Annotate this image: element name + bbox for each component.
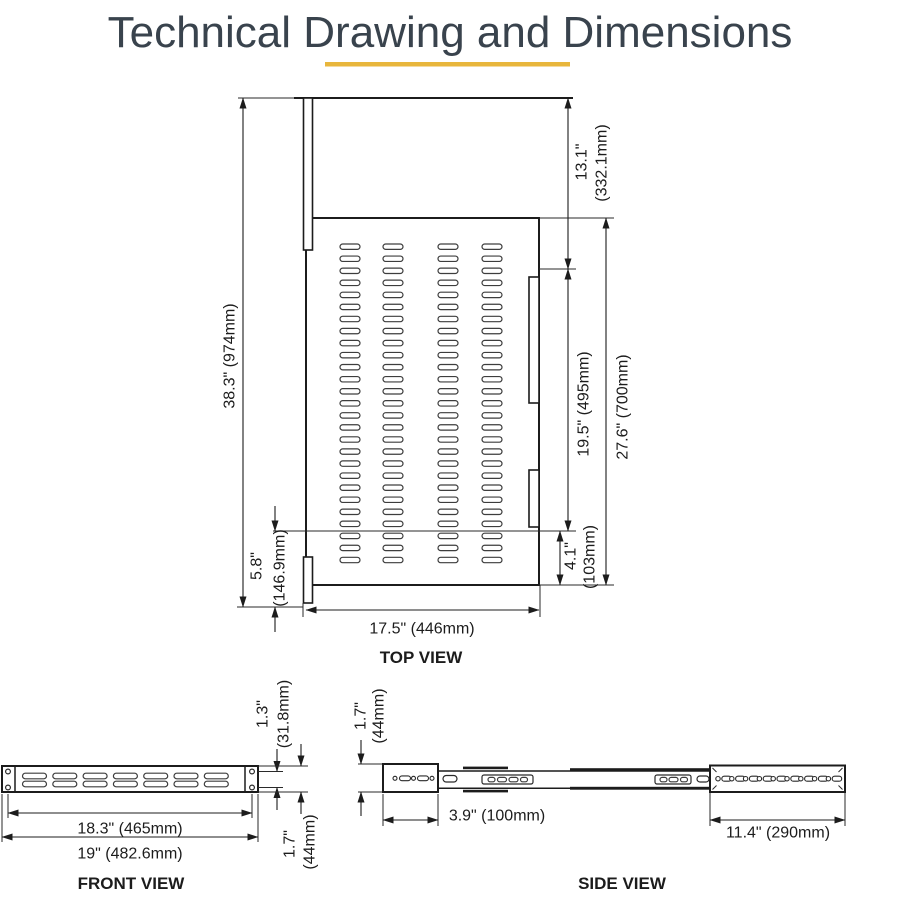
rail-flange (570, 768, 715, 771)
rail-slot (443, 776, 457, 783)
front-view-mounting-width-label: 18.3" (465mm) (77, 820, 183, 838)
title-underline-accent (325, 62, 570, 67)
top-view-left-rail-rear (304, 98, 313, 250)
mounting-hole (250, 769, 255, 774)
front-view-overall-width-label: 19" (482.6mm) (77, 845, 183, 863)
mounting-hole (6, 769, 11, 774)
top-view-shelf-depth-label: 27.6" (700mm) (614, 354, 632, 460)
header (108, 8, 793, 67)
rail-slot-hole (418, 776, 429, 781)
side-view-rail-height-mm-label: (44mm) (370, 688, 388, 744)
front-view-hole-spacing-mm-label: (31.8mm) (275, 679, 293, 749)
front-view-hole-spacing-label: 1.3" (254, 700, 272, 728)
top-view-front-overhang-mm-label: (146.9mm) (271, 529, 289, 607)
top-view-rear-section-label: 13.1" (573, 143, 591, 181)
rail-hole (826, 777, 830, 781)
rail-hole (812, 777, 816, 781)
rail-flange (570, 787, 715, 790)
side-view-bracket-depth-label: 3.9" (100mm) (448, 807, 546, 825)
top-view-front-inset-mm-label: (103mm) (581, 524, 599, 590)
rail-flange (463, 767, 508, 770)
rail-hole (430, 776, 434, 780)
top-view-rear-section-mm-label: (332.1mm) (593, 124, 611, 202)
rail-slot (697, 776, 709, 782)
front-view-caption: FRONT VIEW (77, 874, 185, 893)
front-view (2, 680, 319, 893)
mounting-hole (250, 785, 255, 790)
mounting-hole (6, 785, 11, 790)
front-view-panel-height-mm-label: (44mm) (301, 814, 319, 870)
front-view-panel-height-label: 1.7" (281, 830, 299, 858)
page-title: Technical Drawing and Dimensions (107, 8, 793, 57)
rail-hole (730, 777, 734, 781)
rail-hole (771, 777, 775, 781)
top-view (222, 98, 632, 667)
side-view-caption: SIDE VIEW (578, 874, 666, 893)
rail-slot-hole (400, 776, 411, 781)
top-view-caption: TOP VIEW (379, 648, 463, 667)
top-view-left-rail-front (304, 557, 313, 603)
top-view-slide-section-label: 19.5" (495mm) (575, 351, 593, 457)
top-view-right-rail-lower (529, 470, 539, 527)
rail-hole (757, 777, 761, 781)
top-view-right-rail-upper (529, 277, 539, 403)
side-view (353, 688, 846, 893)
rail-hole (393, 776, 397, 780)
top-view-front-inset-label: 4.1" (562, 542, 580, 570)
rail-hole (412, 776, 416, 780)
rail-flange (463, 790, 508, 793)
top-view-front-overhang-label: 5.8" (248, 552, 266, 580)
rail-hole (743, 777, 747, 781)
side-view-rail-height-label: 1.7" (352, 702, 370, 730)
side-view-rail-length-label: 11.4" (290mm) (725, 824, 831, 842)
top-view-shelf-width-label: 17.5" (446mm) (369, 620, 475, 638)
rail-hole (799, 777, 803, 781)
rail-hole (716, 777, 720, 781)
side-view-slide-bracket-a (482, 775, 533, 784)
rail-slot-hole (832, 776, 842, 781)
rail-hole (785, 777, 789, 781)
top-view-overall-depth-label: 38.3" (974mm) (221, 303, 239, 409)
